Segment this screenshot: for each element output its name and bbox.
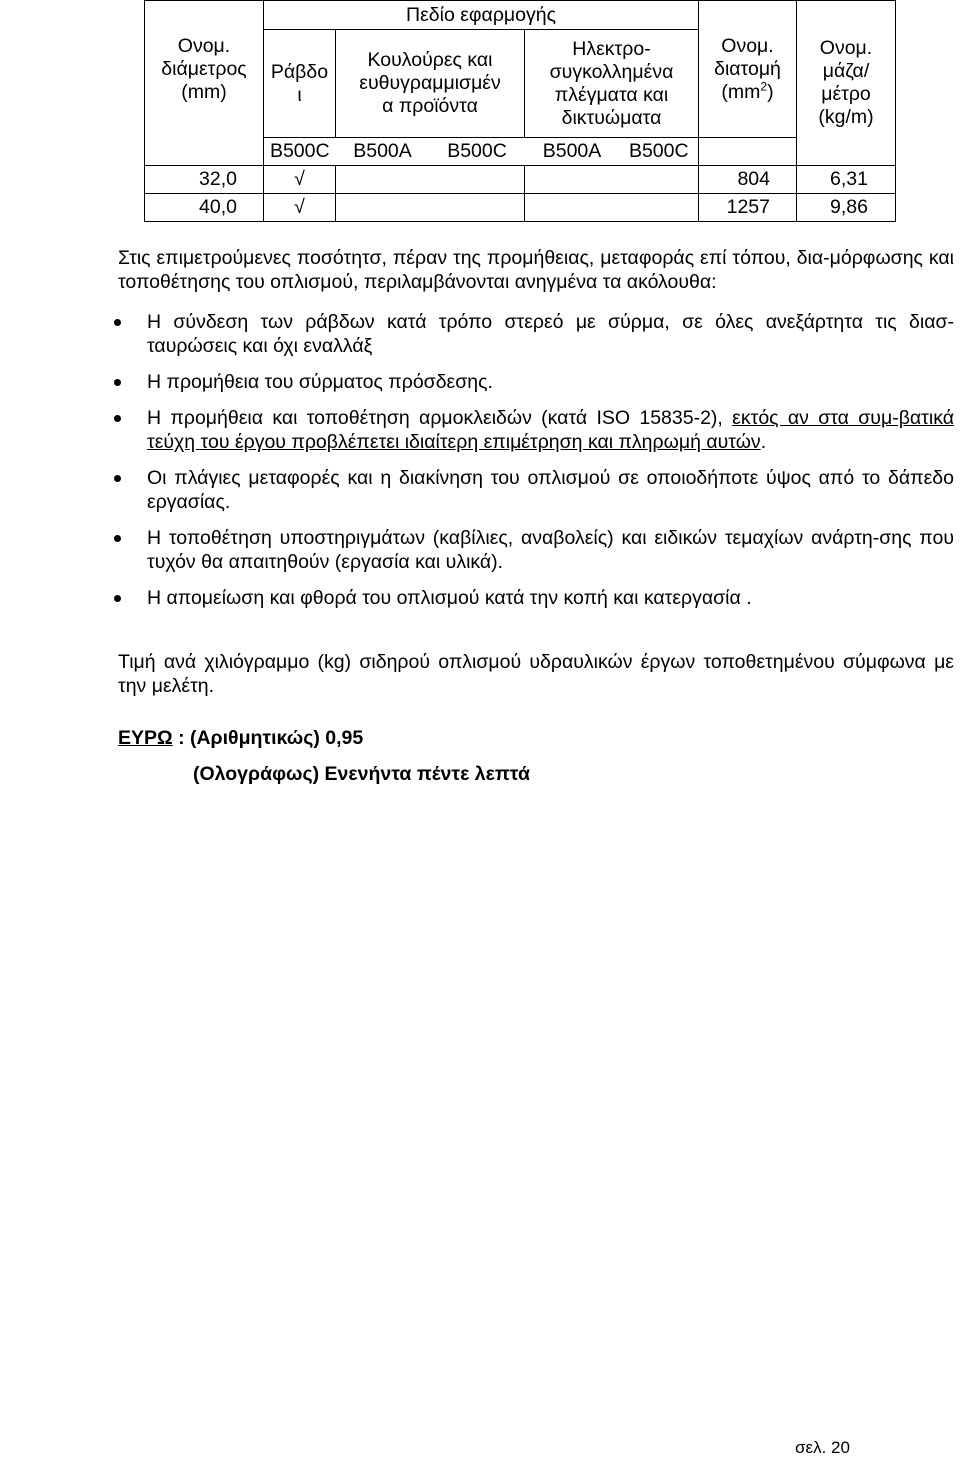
- inclusions-list: [118, 310, 954, 610]
- header-welded-mesh: Ηλεκτρο- συγκολλημένα πλέγματα και δικτυώματα: [525, 30, 699, 138]
- grade-label: B500A: [336, 138, 430, 166]
- list-item-text: .: [760, 431, 767, 453]
- list-item: [118, 406, 954, 454]
- header-empty-cell: [145, 138, 264, 166]
- cell-section: 1257: [699, 194, 797, 222]
- bullet-icon: [114, 475, 121, 482]
- bullet-icon: [114, 535, 121, 542]
- bullet-icon: [114, 319, 121, 326]
- price-numeric-value: : (Αριθμητικώς) 0,95: [172, 727, 364, 749]
- cell-empty: [525, 194, 699, 222]
- cell-section: 804: [699, 166, 797, 194]
- price-numeric: [118, 726, 363, 750]
- cell-check: √: [264, 166, 336, 194]
- list-item-underlined-text: εκτός αν στα συμ-βατικά τεύχη του έργου προβλέπετει ιδιαίτερη επιμέτρηση και πληρωμή αυτών: [147, 407, 954, 453]
- cell-mass: 9,86: [797, 194, 896, 222]
- header-bars: Ράβδο ι: [264, 30, 336, 138]
- table-row: [145, 166, 896, 194]
- cell-diameter: 32,0: [145, 166, 264, 194]
- list-item-text: Η προμήθεια και τοποθέτηση αρμοκλειδών (κατά ISO 15835-2),: [147, 407, 733, 429]
- reinforcement-spec-table: [144, 0, 896, 222]
- list-item: [118, 586, 954, 610]
- header-application-field: Πεδίο εφαρμογής: [264, 1, 699, 30]
- list-item: [118, 370, 954, 394]
- cell-check: √: [264, 194, 336, 222]
- grade-label: B500C: [620, 138, 699, 166]
- list-item: [118, 310, 954, 358]
- table-row: [145, 194, 896, 222]
- grade-label: B500C: [264, 138, 336, 166]
- header-empty-cell: [699, 138, 797, 166]
- list-item-text: Η προμήθεια του σύρματος πρόσδεσης.: [147, 371, 493, 393]
- grade-label: B500A: [525, 138, 620, 166]
- intro-paragraph: Στις επιμετρούμενες ποσότητσ, πέραν της προμήθειας, μεταφοράς επί τόπου, δια-μόρφωσης και τοποθέτησης του οπλισμού, περιλαμβάνονται ανηγμένα τα ακόλουθα:: [118, 247, 954, 293]
- list-item: [118, 526, 954, 574]
- header-cross-section: Ονομ. διατομή $(mm^2)$: [699, 1, 797, 138]
- cell-mass: 6,31: [797, 166, 896, 194]
- cell-empty: [336, 194, 525, 222]
- list-item-text: Η απομείωση και φθορά του οπλισμού κατά την κοπή και κατεργασία .: [147, 587, 752, 609]
- currency-label: ΕΥΡΩ: [118, 727, 173, 749]
- bullet-icon: [114, 415, 121, 422]
- list-item-text: Οι πλάγιες μεταφορές και η διακίνηση του οπλισμού σε οποιοδήποτε ύψος από το δάπεδο εργασίας.: [147, 467, 954, 513]
- list-item-text: Η σύνδεση των ράβδων κατά τρόπο στερεό με σύρμα, σε όλες ανεξάρτητα τις διασ-ταυρώσεις και όχι εναλλάξ: [147, 311, 954, 357]
- bullet-icon: [114, 595, 121, 602]
- page-number: σελ. 20: [795, 1438, 850, 1457]
- header-mass: Ονομ. μάζα/ μέτρο (kg/m): [797, 1, 896, 166]
- price-in-words: (Ολογράφως) Ενενήντα πέντε λεπτά: [193, 763, 530, 785]
- header-nominal-diameter: Ονομ. διάμετρος (mm): [145, 1, 264, 138]
- cell-diameter: 40,0: [145, 194, 264, 222]
- list-item-text: Η τοποθέτηση υποστηριγμάτων (καβίλιες, αναβολείς) και ειδικών τεμαχίων ανάρτη-σης που τυχόν θα απαιτηθούν (εργασία και υλικά).: [147, 527, 954, 573]
- header-coils: Κουλούρες και ευθυγραμμισμέν α προϊόντα: [336, 30, 525, 138]
- cell-empty: [525, 166, 699, 194]
- bullet-icon: [114, 379, 121, 386]
- cell-empty: [336, 166, 525, 194]
- grade-label: B500C: [430, 138, 525, 166]
- list-item: [118, 466, 954, 514]
- unit-price-description: Τιμή ανά χιλιόγραμμο (kg) σιδηρού οπλισμού υδραυλικών έργων τοποθετημένου σύμφωνα με την μελέτη.: [118, 651, 954, 697]
